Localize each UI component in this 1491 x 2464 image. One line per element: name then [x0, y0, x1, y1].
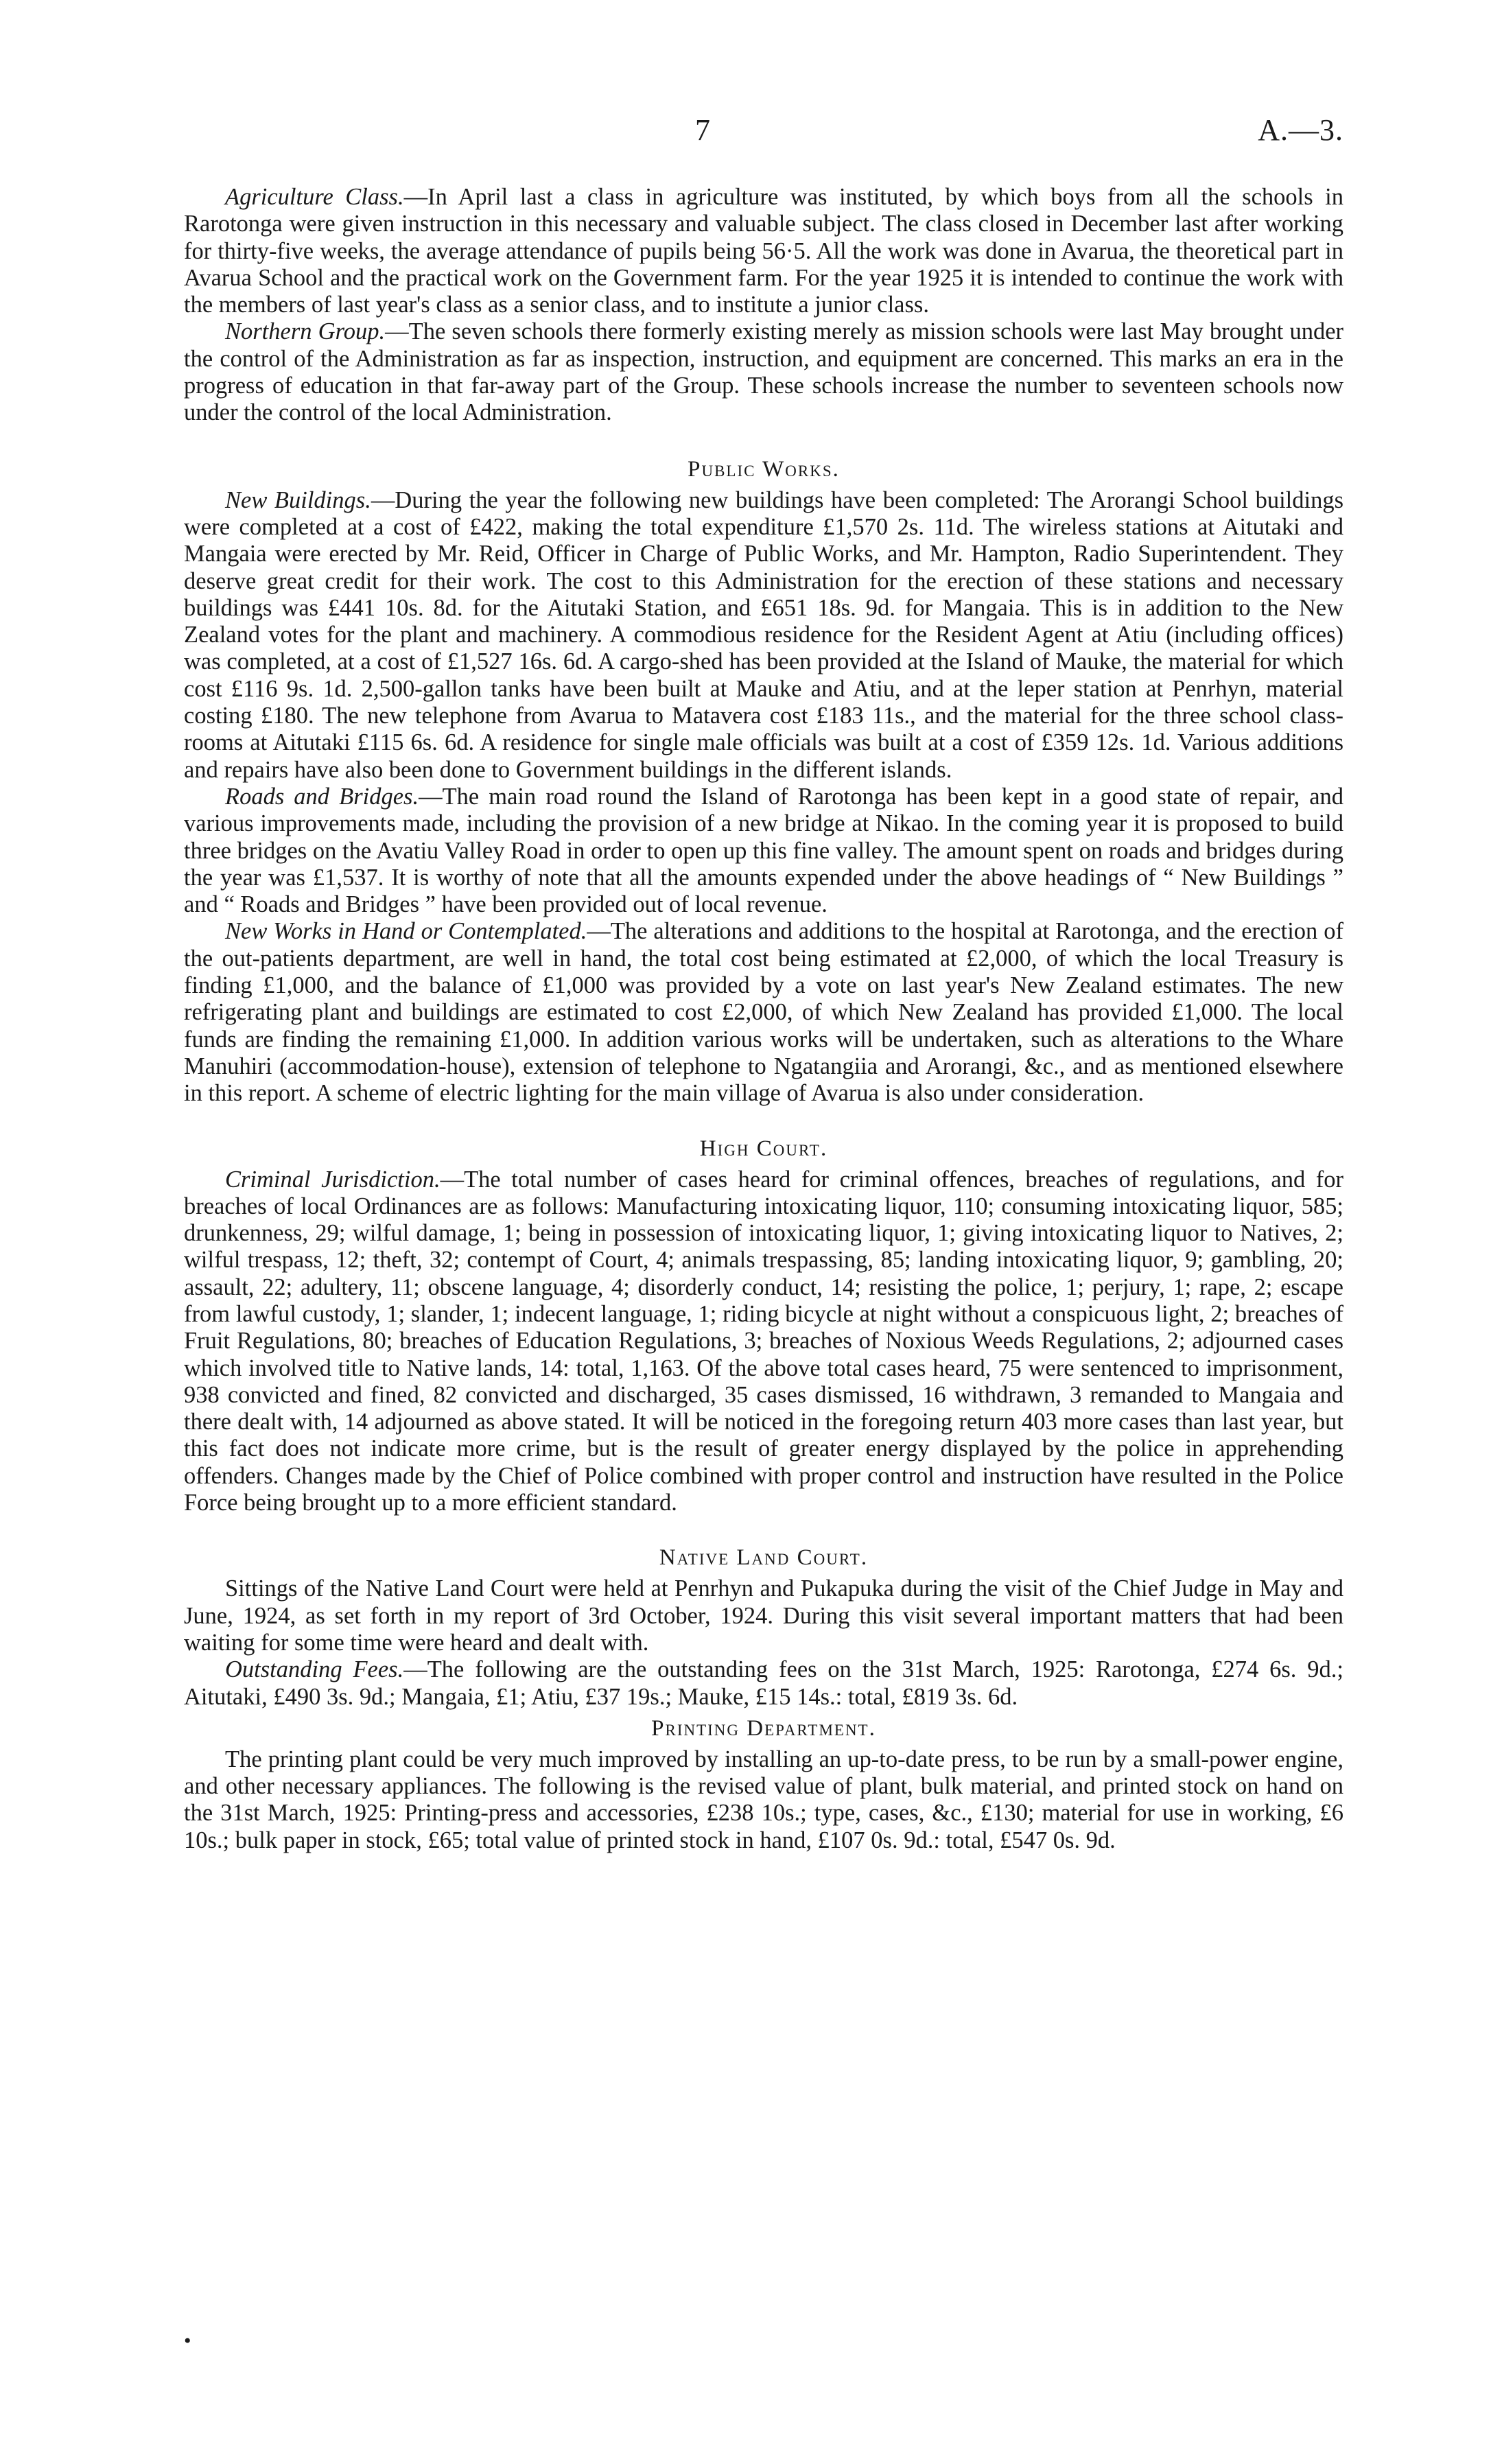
paragraph-heading: New Works in Hand or Contemplated.: [225, 918, 587, 945]
paragraph-heading: Criminal Jurisdiction.: [225, 1166, 441, 1193]
paragraph-body: —The seven schools there formerly existing merely as mission schools were last May brought under the control of the Administration as far as inspection, instruction, and equipment are concerned. This marks an era in the progress of education in that far-away part of the Group. These schools increase the number to seventeen schools now under the control of the local Administration.: [184, 318, 1344, 426]
paragraph-body: The printing plant could be very much improved by installing an up-to-date press, to be run by a small-power engine, and other necessary appliances. The following is the revised value of plant, bulk material, and printed stock on hand on the 31st March, 1925: Printing-press and accessories, £238 10s.; type, cases, &c., £130; material for use in working, £6 10s.; bulk paper in stock, £65; total value of printed stock in hand, £107 0s. 9d.: total, £547 0s. 9d.: [184, 1746, 1343, 1853]
paragraph-outstanding-fees: [184, 1656, 1343, 1711]
document-page: [184, 0, 1343, 2464]
running-head: [184, 0, 1343, 147]
paragraph-printing-plant: [184, 1746, 1343, 1854]
paragraph-heading: Roads and Bridges.: [225, 783, 419, 810]
paragraph-agriculture-class: [184, 184, 1343, 318]
paragraph-new-buildings: [184, 487, 1343, 784]
paragraph-body: —The following are the outstanding fees on the 31st March, 1925: Rarotonga, £274 6s. 9d.; Aitutaki, £490 3s. 9d.; Mangaia, £1; Atiu, £37 19s.; Mauke, £15 14s.: total, £819 3s. 6d.: [184, 1656, 1343, 1710]
paragraph-roads-and-bridges: [184, 784, 1343, 918]
paragraph-northern-group: [184, 318, 1343, 426]
paragraph-heading: Agriculture Class.: [225, 184, 404, 210]
paragraph-criminal-jurisdiction: [184, 1166, 1343, 1517]
page-number: 7: [695, 113, 710, 147]
document-reference: A.—3.: [1258, 113, 1343, 147]
page-content: [184, 184, 1343, 1854]
section-title-printing-department: Printing Department.: [651, 1715, 876, 1741]
section-title-native-land-court: Native Land Court.: [659, 1545, 869, 1571]
section-title-public-works: Public Works.: [688, 456, 840, 482]
paragraph-body: —During the year the following new buildings have been completed: The Arorangi School buildings were completed at a cost of £422, making the total expenditure £1,570 2s. 11d. The wireless stations at Aitutaki and Mangaia were erected by Mr. Reid, Officer in Charge of Public Works, and Mr. Hampton, Radio Superintendent. They deserve great credit for their work. The cost to this Administration for the erection of these stations and necessary buildings was £441 10s. 8d. for the Aitutaki Station, and £651 18s. 9d. for Mangaia. This is in addition to the New Zealand votes for the plant and machinery. A commodious residence for the Resident Agent at Atiu (including offices) was completed, at a cost of £1,527 16s. 6d. A cargo-shed has been provided at the Island of Mauke, the material for which cost £116 9s. 1d. 2,500-gallon tanks have been built at Mauke and Atiu, and at the leper station at Penrhyn, material costing £180. The new telephone from Avarua to Matavera cost £183 11s., and the material for the three school class-rooms at Aitutaki £115 6s. 6d. A residence for single male officials was built at a cost of £359 12s. 1d. Various additions and repairs have also been done to Government buildings in the different islands.: [184, 486, 1344, 783]
paragraph-body: —The alterations and additions to the hospital at Rarotonga, and the erection of the out-patients department, are well in hand, the total cost being estimated at £2,000, of which the local Treasury is finding £1,000, and the balance of £1,000 was provided by a vote on last year's New Zealand estimates. The new refrigerating plant and buildings are estimated to cost £2,000, of which New Zealand has provided £1,000. The local funds are finding the remaining £1,000. In addition various works will be undertaken, such as alterations to the Whare Manuhiri (accommodation-house), extension of telephone to Ngatangiia and Arorangi, &c., and as mentioned elsewhere in this report. A scheme of electric lighting for the main village of Avarua is also under consideration.: [184, 918, 1343, 1107]
stray-ink-mark: •: [184, 2330, 191, 2352]
paragraph-body: —In April last a class in agriculture was instituted, by which boys from all the schools in Rarotonga were given instruction in this necessary and valuable subject. The class closed in December last after working for thirty-five weeks, the average attendance of pupils being 56·5. All the work was done in Avarua, the theoretical part in Avarua School and the practical work on the Government farm. For the year 1925 it is intended to continue the work with the members of last year's class as a senior class, and to institute a junior class.: [184, 184, 1343, 318]
paragraph-native-land-court-sittings: [184, 1575, 1343, 1656]
paragraph-body: Sittings of the Native Land Court were held at Penrhyn and Pukapuka during the visit of the Chief Judge in May and June, 1924, as set forth in my report of 3rd October, 1924. During this visit several important matters that had been waiting for some time were heard and dealt with.: [184, 1575, 1343, 1656]
paragraph-heading: Outstanding Fees.: [225, 1656, 404, 1683]
section-title-high-court: High Court.: [699, 1136, 828, 1161]
paragraph-body: —The main road round the Island of Rarotonga has been kept in a good state of repair, and various improvements made, including the provision of a new bridge at Nikao. In the coming year it is proposed to build three bridges on the Avatiu Valley Road in order to open up this fine valley. The amount spent on roads and bridges during the year was £1,537. It is worthy of note that all the amounts expended under the above headings of “ New Buildings ” and “ Roads and Bridges ” have been provided out of local revenue.: [184, 783, 1344, 918]
paragraph-new-works: [184, 918, 1343, 1107]
paragraph-heading: New Buildings.: [225, 486, 371, 513]
paragraph-body: —The total number of cases heard for criminal offences, breaches of regulations, and for breaches of local Ordinances are as follows: Manufacturing intoxicating liquor, 110; consuming intoxicating liquor, 585; drunkenness, 29; wilful damage, 1; being in possession of intoxicating liquor, 1; giving intoxicating liquor to Natives, 2; wilful trespass, 12; theft, 32; contempt of Court, 4; animals trespassing, 85; landing intoxicating liquor, 9; gambling, 20; assault, 22; adultery, 11; obscene language, 4; disorderly conduct, 14; resisting the police, 1; perjury, 1; rape, 2; escape from lawful custody, 1; slander, 1; indecent language, 1; riding bicycle at night without a conspicuous light, 2; breaches of Fruit Regulations, 80; breaches of Education Regulations, 3; breaches of Noxious Weeds Regulations, 2; adjourned cases which involved title to Native lands, 14: total, 1,163. Of the above total cases heard, 75 were sentenced to imprisonment, 938 convicted and fined, 82 convicted and discharged, 35 cases dismissed, 16 withdrawn, 3 remanded to Mangaia and there dealt with, 14 adjourned as above stated. It will be noticed in the foregoing return 403 more cases than last year, but this fact does not indicate more crime, but is the result of greater energy displayed by the police in apprehending offenders. Changes made by the Chief of Police combined with proper control and instruction have resulted in the Police Force being brought up to a more efficient standard.: [184, 1166, 1343, 1516]
paragraph-heading: Northern Group.: [225, 318, 386, 345]
